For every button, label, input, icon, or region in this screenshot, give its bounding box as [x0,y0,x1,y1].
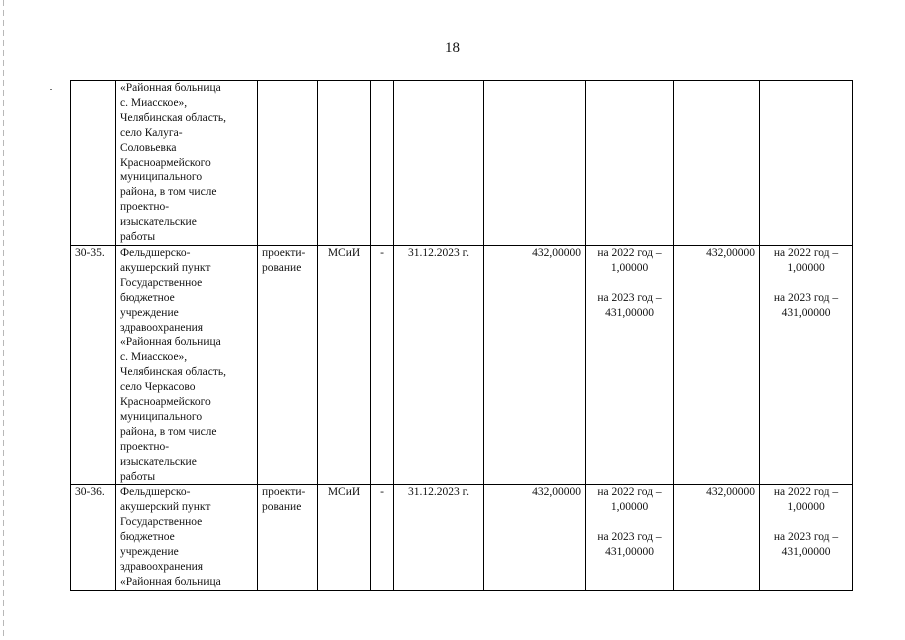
work-stage: проекти- рование [258,485,318,590]
object-name: «Районная больница с. Миасское», Челябинская область, село Калуга- Соловьевка Красноармейского муниципального района, в том числе проектно- изыскательские работы [116,81,258,246]
completion-date: 31.12.2023 г. [394,485,484,590]
customer: МСиИ [318,485,371,590]
funding-by-year: на 2022 год – 1,00000 на 2023 год – 431,00000 [760,485,853,590]
funding-by-year [760,81,853,246]
completion-date [394,81,484,246]
dash-cell [371,81,394,246]
total-cost: 432,00000 [484,485,586,590]
dash-cell: - [371,485,394,590]
object-name: Фельдшерско- акушерский пункт Государственное бюджетное учреждение здравоохранения «Районная больница с. Миасское», Челябинская область, село Черкасово Красноармейского муниципального района, в том числе проектно- изыскательские работы [116,245,258,485]
cost-by-year: на 2022 год – 1,00000 на 2023 год – 431,00000 [586,485,674,590]
scan-left-edge [3,0,4,640]
dash-cell: - [371,245,394,485]
cost-by-year [586,81,674,246]
customer: МСиИ [318,245,371,485]
page-number: 18 [445,40,460,56]
objects-table [70,80,853,591]
work-stage: проекти- рование [258,245,318,485]
total-cost [484,81,586,246]
table-row [71,81,853,246]
row-number: 30-36. [71,485,116,590]
funding-total: 432,00000 [674,245,760,485]
row-number: 30-35. [71,245,116,485]
funding-total [674,81,760,246]
cost-by-year: на 2022 год – 1,00000 на 2023 год – 431,00000 [586,245,674,485]
customer [318,81,371,246]
funding-total: 432,00000 [674,485,760,590]
row-number [71,81,116,246]
object-name: Фельдшерско- акушерский пункт Государственное бюджетное учреждение здравоохранения «Районная больница [116,485,258,590]
table-row [71,485,853,590]
total-cost: 432,00000 [484,245,586,485]
funding-by-year: на 2022 год – 1,00000 на 2023 год – 431,00000 [760,245,853,485]
work-stage [258,81,318,246]
scan-speck [50,89,52,90]
table-row [71,245,853,485]
completion-date: 31.12.2023 г. [394,245,484,485]
